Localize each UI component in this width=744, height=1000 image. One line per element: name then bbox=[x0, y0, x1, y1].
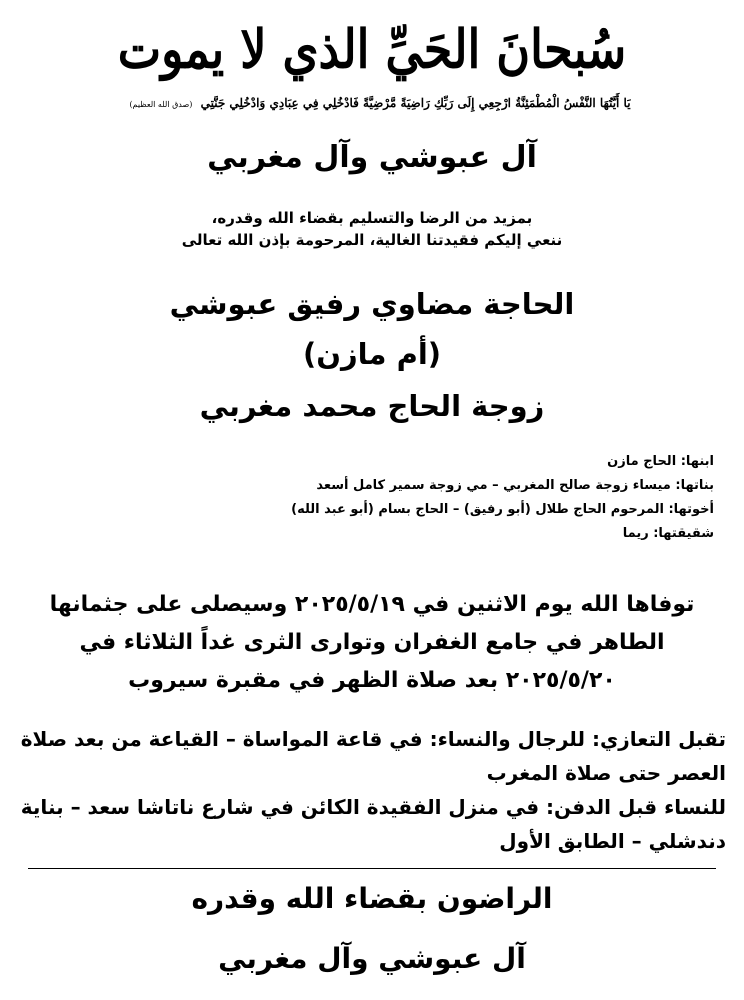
relative-label: شقيقتها: bbox=[653, 526, 714, 541]
relative-row-son bbox=[24, 450, 714, 474]
funeral-details bbox=[20, 586, 724, 700]
relatives-list bbox=[24, 450, 714, 546]
condolence-details bbox=[20, 722, 726, 858]
condolence-women: للنساء قبل الدفن: في منزل الفقيدة الكائن في شارع ناتاشا سعد – بناية دندشلي – الطابق الأول bbox=[20, 795, 726, 853]
relative-row-daughters bbox=[24, 474, 714, 498]
divider-line bbox=[28, 868, 716, 869]
relative-label: أخوتها: bbox=[668, 502, 714, 517]
relative-row-brothers bbox=[24, 498, 714, 522]
quran-verse bbox=[40, 94, 720, 114]
intro-line-1: بمزيد من الرضا والتسليم بقضاء الله وقدره، bbox=[211, 209, 533, 227]
relative-value: المرحوم الحاج طلال (أبو رفيق) – الحاج بسام (أبو عبد الله) bbox=[291, 502, 664, 517]
funeral-line-2: الطاهر في جامع الغفران وتوارى الثرى غداً الثلاثاء في bbox=[79, 630, 665, 655]
deceased-kunya: (أم مازن) bbox=[302, 337, 442, 371]
condolence-mixed: تقبل التعازي: للرجال والنساء: في قاعة المواساة – القياعة من بعد صلاة العصر حتى صلاة المغرب bbox=[20, 727, 726, 785]
deceased-husband: زوجة الحاج محمد مغربي bbox=[199, 389, 545, 423]
closing-phrase: الراضون بقضاء الله وقدره bbox=[191, 882, 553, 915]
intro-line-2: ننعي إليكم فقيدتنا الغالية، المرحومة بإذن الله تعالى bbox=[181, 231, 563, 249]
calligraphy-text: سُبحانَ الحَيِّ الذي لا يموت bbox=[117, 17, 627, 81]
verse-text: يَا أَيَّتُهَا النَّفْسُ الْمُطْمَئِنَّةُ ارْجِعِي إِلَى رَبِّكِ رَاضِيَةً مَّرْضِيَّةً فَادْخُلِي فِي عِبَادِي وَادْخُلِي جَنَّتِي bbox=[200, 96, 631, 110]
funeral-line-3: ٢٠٢٥/٥/٢٠ بعد صلاة الظهر في مقبرة سيروب bbox=[128, 668, 616, 693]
intro-text bbox=[0, 207, 744, 251]
relative-value: ريما bbox=[622, 526, 649, 541]
verse-reference: (صدق الله العظيم) bbox=[129, 100, 193, 109]
relative-row-sister bbox=[24, 522, 714, 546]
funeral-line-1: توفاها الله يوم الاثنين في ٢٠٢٥/٥/١٩ وسيصلى على جثمانها bbox=[49, 592, 695, 617]
relative-label: ابنها: bbox=[680, 454, 714, 469]
relative-value: الحاج مازن bbox=[607, 454, 677, 469]
calligraphy-header bbox=[117, 6, 627, 92]
families-signature: آل عبوشي وآل مغربي bbox=[218, 942, 526, 975]
families-title: آل عبوشي وآل مغربي bbox=[207, 140, 537, 175]
relative-value: ميساء زوجة صالح المغربي – مي زوجة سمير كامل أسعد bbox=[316, 478, 671, 493]
relative-label: بناتها: bbox=[675, 478, 714, 493]
deceased-name: الحاجة مضاوي رفيق عبوشي bbox=[169, 287, 575, 321]
